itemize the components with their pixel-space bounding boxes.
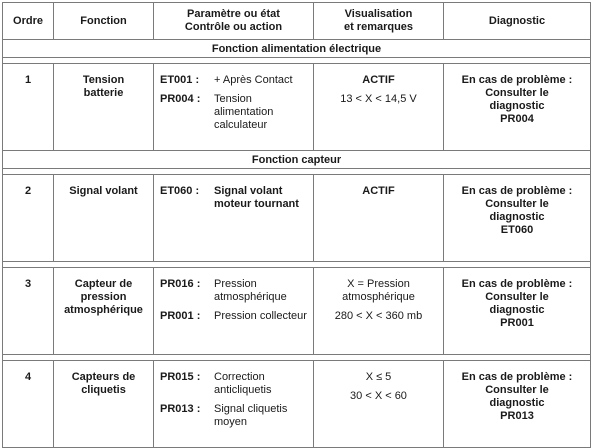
visualisation-value: 13 < X < 14,5 V (340, 93, 417, 105)
section-title-alimentation: Fonction alimentation électrique (3, 40, 591, 58)
header-parametre (154, 3, 314, 40)
cell-ordre: 4 (3, 361, 54, 448)
parameter-item (160, 93, 309, 132)
header-visualisation (314, 3, 444, 40)
parameter-code: ET060 : (160, 185, 200, 197)
section-row-capteur (3, 151, 591, 169)
header-fonction: Fonction (54, 3, 154, 40)
header-parametre-line2: Contrôle ou action (184, 21, 283, 33)
header-ordre: Ordre (3, 3, 54, 40)
parameter-label: Correction anticliquetis (214, 371, 272, 396)
parameter-code: ET001 : (160, 74, 200, 86)
diagnostic-line: En cas de problème : (461, 74, 573, 86)
parameter-item (160, 403, 309, 429)
diagnostic-line: Consulter le (485, 198, 549, 210)
diagnostic-line: En cas de problème : (461, 185, 573, 197)
fonction-line: atmosphérique (64, 304, 143, 316)
cell-diagnostic (444, 361, 591, 448)
cell-parametre (154, 361, 314, 448)
cell-parametre (154, 175, 314, 262)
cell-ordre: 1 (3, 64, 54, 151)
visualisation-value: 30 < X < 60 (350, 390, 407, 402)
diagnostic-table (2, 2, 591, 448)
cell-diagnostic (444, 64, 591, 151)
visualisation-value: X ≤ 5 (365, 371, 392, 383)
fonction-line: cliquetis (81, 384, 126, 396)
cell-parametre (154, 64, 314, 151)
table-row (3, 64, 591, 151)
parameter-item (160, 310, 309, 323)
fonction-line: Capteurs de (71, 371, 136, 383)
table-row (3, 361, 591, 448)
parameter-code: PR004 : (160, 93, 201, 105)
fonction-line: pression (80, 291, 127, 303)
fonction-line: Tension (82, 74, 125, 86)
diagnostic-line: diagnostic (489, 397, 545, 409)
parameter-label: Signal volant moteur tournant (214, 185, 299, 210)
diagnostic-line: diagnostic (489, 211, 545, 223)
parameter-item (160, 185, 309, 211)
diagnostic-line: En cas de problème : (461, 278, 573, 290)
parameter-label: Signal cliquetis moyen (214, 403, 288, 428)
diagnostic-line: PR013 (500, 410, 534, 422)
cell-diagnostic (444, 268, 591, 355)
diagnostic-line: ET060 (500, 224, 534, 236)
cell-fonction (54, 64, 154, 151)
header-parametre-line1: Paramètre ou état (187, 8, 280, 20)
cell-parametre (154, 268, 314, 355)
diagnostic-line: En cas de problème : (461, 371, 573, 383)
parameter-label: Tension alimentation calculateur (214, 93, 274, 131)
header-diagnostic: Diagnostic (444, 3, 591, 40)
diagnostic-line: Consulter le (485, 291, 549, 303)
section-row-alimentation (3, 40, 591, 58)
visualisation-value: ACTIF (362, 185, 395, 197)
cell-ordre: 2 (3, 175, 54, 262)
parameter-item (160, 74, 309, 87)
diagnostic-line: diagnostic (489, 304, 545, 316)
parameter-item (160, 371, 309, 397)
cell-fonction (54, 175, 154, 262)
visualisation-value: 280 < X < 360 mb (334, 310, 423, 322)
fonction-line: batterie (83, 87, 124, 99)
parameter-code: PR015 : (160, 371, 201, 383)
header-visualisation-line1: Visualisation (344, 8, 413, 20)
visualisation-value: ACTIF (362, 74, 395, 86)
cell-visualisation (314, 268, 444, 355)
header-visualisation-line2: et remarques (343, 21, 414, 33)
cell-fonction (54, 361, 154, 448)
fonction-line: Capteur de (74, 278, 133, 290)
diagnostic-line: PR004 (500, 113, 534, 125)
parameter-label: + Après Contact (214, 74, 293, 86)
parameter-label: Pression atmosphérique (214, 278, 287, 303)
cell-fonction (54, 268, 154, 355)
cell-ordre: 3 (3, 268, 54, 355)
table-row (3, 175, 591, 262)
parameter-label: Pression collecteur (214, 310, 307, 322)
cell-diagnostic (444, 175, 591, 262)
parameter-item (160, 278, 309, 304)
cell-visualisation (314, 361, 444, 448)
parameter-code: PR001 : (160, 310, 201, 322)
visualisation-value: X = Pression atmosphérique (342, 278, 415, 303)
parameter-code: PR016 : (160, 278, 201, 290)
diagnostic-line: Consulter le (485, 384, 549, 396)
table-header-row (3, 3, 591, 40)
diagnostic-line: Consulter le (485, 87, 549, 99)
diagnostic-line: PR001 (500, 317, 534, 329)
cell-visualisation (314, 175, 444, 262)
parameter-code: PR013 : (160, 403, 201, 415)
section-title-capteur: Fonction capteur (3, 151, 591, 169)
fonction-line: Signal volant (69, 185, 138, 197)
table-row (3, 268, 591, 355)
cell-visualisation (314, 64, 444, 151)
diagnostic-line: diagnostic (489, 100, 545, 112)
